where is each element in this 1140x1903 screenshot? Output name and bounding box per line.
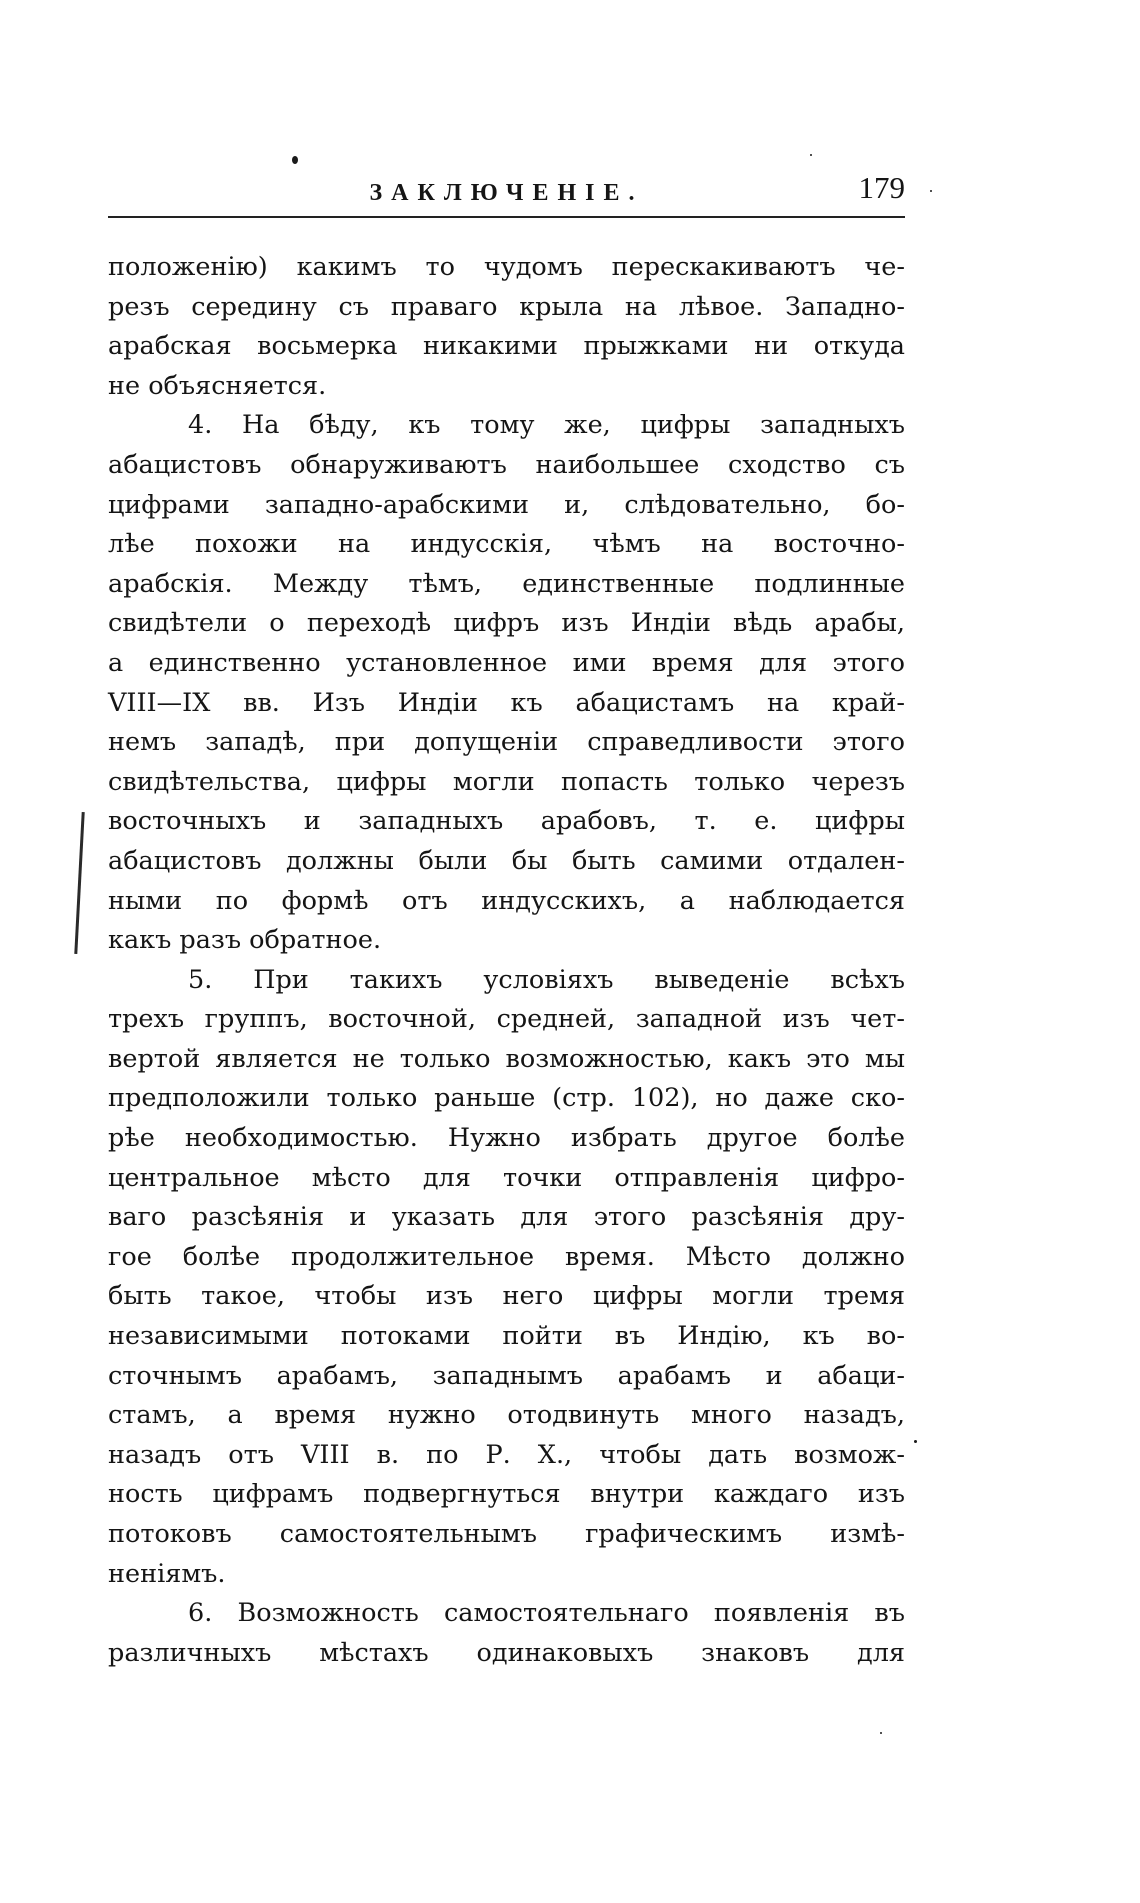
- body-text: [108, 248, 905, 1673]
- ink-speck: [914, 1440, 917, 1443]
- text-line: трехъ группъ, восточной, средней, западной изъ чет-: [108, 1004, 905, 1035]
- text-line: а единственно установленное ими время для этого: [108, 647, 905, 678]
- text-line: резъ середину съ праваго крыла на лѣвое. Западно-: [108, 291, 905, 322]
- margin-pencil-mark: [74, 812, 84, 954]
- text-line: ваго разсѣянія и указать для этого разсѣянія дру-: [108, 1202, 905, 1233]
- text-line: арабскія. Между тѣмъ, единственные подлинные: [108, 568, 905, 599]
- text-line: абацистовъ обнаруживаютъ наибольшее сходство съ: [108, 449, 905, 480]
- text-line: вертой является не только возможностью, какъ это мы: [108, 1043, 905, 1074]
- text-line: VIII—IX вв. Изъ Индіи къ абацистамъ на край-: [108, 687, 905, 718]
- text-line: ность цифрамъ подвергнуться внутри каждаго изъ: [108, 1479, 905, 1510]
- text-line: потоковъ самостоятельнымъ графическимъ измѣ-: [108, 1519, 905, 1549]
- text-line: свидѣтельства, цифры могли попасть только черезъ: [108, 766, 905, 797]
- text-line: быть такое, чтобы изъ него цифры могли тремя: [108, 1281, 905, 1312]
- ink-speck: [292, 156, 298, 164]
- paragraph-continued: [108, 248, 905, 406]
- text-line: немъ западѣ, при допущеніи справедливости этого: [108, 727, 905, 758]
- text-line: положенію) какимъ то чудомъ перескакиваютъ че-: [108, 252, 905, 282]
- text-line: цифрами западно-арабскими и, слѣдовательно, бо-: [108, 489, 905, 520]
- text-line: сточнымъ арабамъ, западнымъ арабамъ и абаци-: [108, 1360, 905, 1391]
- ink-speck: [880, 1732, 882, 1734]
- text-line: предположили только раньше (стр. 102), но даже ско-: [108, 1083, 905, 1114]
- text-line: арабская восьмерка никакими прыжками ни откуда: [108, 331, 905, 362]
- text-line: абацистовъ должны были бы быть самими отдален-: [108, 845, 905, 876]
- paragraph-4: [108, 406, 905, 960]
- text-line: не объясняется.: [108, 370, 327, 401]
- paragraph-6: [108, 1594, 905, 1673]
- text-line: 6. Возможность самостоятельнаго появленія въ: [188, 1598, 905, 1629]
- text-line: 4. На бѣду, къ тому же, цифры западныхъ: [188, 410, 905, 441]
- page-number: 179: [858, 170, 905, 205]
- text-line: неніямъ.: [108, 1558, 226, 1589]
- text-line: свидѣтели о переходѣ цифръ изъ Индіи вѣдь арабы,: [108, 608, 905, 639]
- paragraph-5: [108, 961, 905, 1595]
- running-head: [108, 170, 905, 218]
- text-line: рѣе необходимостью. Нужно избрать другое болѣе: [108, 1123, 905, 1154]
- text-line: гое болѣе продолжительное время. Мѣсто должно: [108, 1241, 905, 1272]
- text-line: различныхъ мѣстахъ одинаковыхъ знаковъ для: [108, 1637, 905, 1668]
- text-line: лѣе похожи на индусскія, чѣмъ на восточно-: [108, 529, 905, 560]
- ink-speck: [930, 190, 932, 192]
- text-line: независимыми потоками пойти въ Индію, къ во-: [108, 1321, 905, 1352]
- text-line: восточныхъ и западныхъ арабовъ, т. е. цифры: [108, 806, 905, 837]
- text-line: назадъ отъ VIII в. по Р. Х., чтобы дать возмож-: [108, 1439, 905, 1470]
- ink-speck: [810, 154, 812, 156]
- text-line: какъ разъ обратное.: [108, 925, 382, 956]
- text-line: ными по формѣ отъ индусскихъ, а наблюдается: [108, 885, 905, 916]
- text-line: стамъ, а время нужно отодвинуть много назадъ,: [108, 1400, 905, 1431]
- text-line: 5. При такихъ условіяхъ выведеніе всѣхъ: [188, 964, 905, 995]
- text-line: центральное мѣсто для точки отправленія цифро-: [108, 1162, 905, 1193]
- running-head-title: ЗАКЛЮЧЕНІЕ.: [369, 180, 644, 206]
